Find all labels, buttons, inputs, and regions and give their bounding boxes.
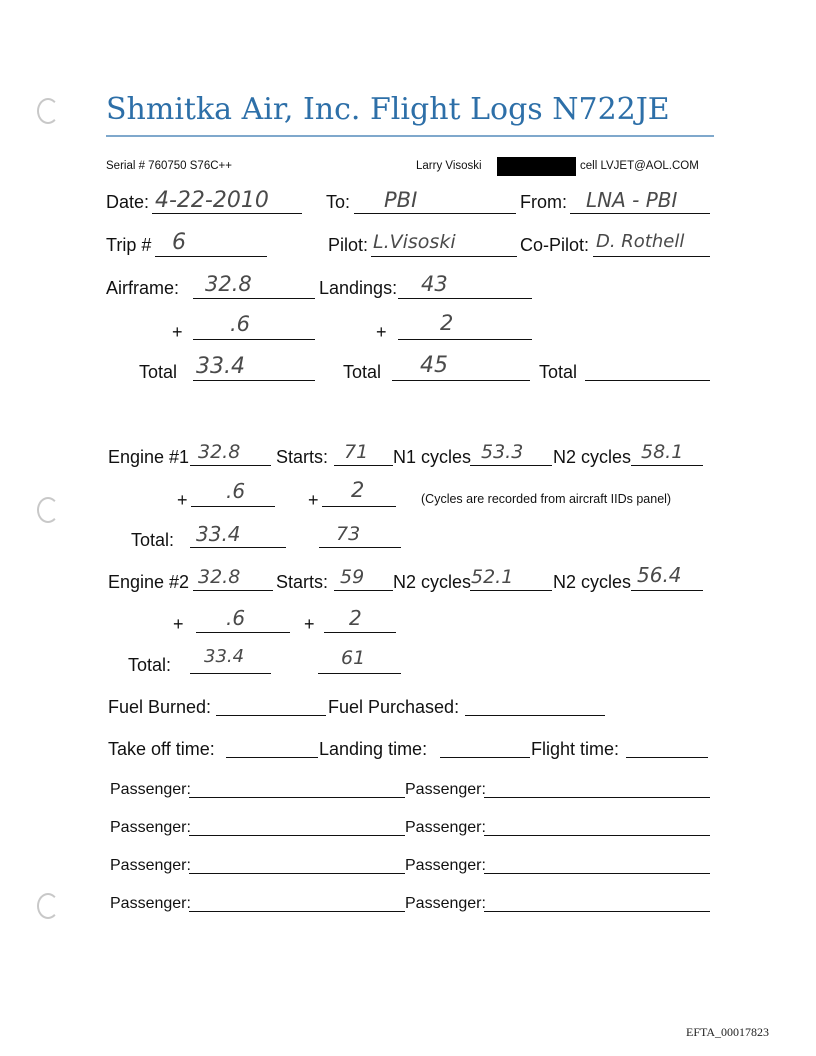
engine2-hours-plus-sign: + (173, 614, 184, 634)
passenger-label-7: Passenger: (110, 895, 191, 912)
passenger-label-3: Passenger: (110, 819, 191, 836)
contact-email: cell LVJET@AOL.COM (580, 160, 699, 172)
engine1-starts-plus-sign: + (308, 490, 319, 510)
airframe-field-line[interactable] (193, 298, 315, 299)
landings-label: Landings: (319, 278, 398, 298)
engine1-n2-line[interactable] (631, 465, 703, 466)
pilot-field-line[interactable] (371, 256, 517, 257)
airframe-value: 32.8 (205, 272, 252, 296)
engine1-label: Engine #1 (108, 447, 190, 467)
passenger-label-2: Passenger: (405, 781, 486, 798)
engine2-starts-line[interactable] (334, 590, 393, 591)
landings-plus-sign: + (376, 322, 387, 342)
punch-hole-middle (37, 497, 59, 523)
third-total-line[interactable] (585, 380, 710, 381)
engine2-hours-add-value: .6 (226, 606, 246, 630)
engine1-total-starts-line[interactable] (319, 547, 401, 548)
airframe-add-value: .6 (230, 312, 251, 336)
trip-value: 6 (172, 230, 186, 255)
engine2-total-hours-value: 33.4 (204, 646, 245, 667)
engine2-starts-plus-sign: + (304, 614, 315, 634)
date-label: Date: (106, 192, 150, 212)
engine2-starts-add-value: 2 (349, 606, 362, 630)
fuel-purchased-label: Fuel Purchased: (328, 697, 460, 717)
engine2-starts-label: Starts: (276, 572, 329, 592)
landings-total-line[interactable] (392, 380, 530, 381)
landings-field-line[interactable] (398, 298, 532, 299)
from-field-line[interactable] (570, 213, 710, 214)
passenger-line-1[interactable] (189, 797, 405, 798)
engine2-total-label: Total: (128, 655, 172, 675)
redaction-box (497, 157, 576, 176)
page-title: Shmitka Air, Inc. Flight Logs N722JE (106, 92, 670, 127)
passenger-line-8[interactable] (484, 911, 710, 912)
engine1-n1-value: 53.3 (481, 441, 524, 463)
title-rule (106, 135, 714, 137)
pilot-value: L.Visoski (373, 231, 456, 253)
engine1-hours-add-value: .6 (226, 479, 246, 503)
engine2-n2a-line[interactable] (470, 590, 552, 591)
to-value: PBI (384, 188, 418, 212)
passenger-label-8: Passenger: (405, 895, 486, 912)
date-field-line[interactable] (152, 213, 302, 214)
copilot-label: Co-Pilot: (520, 235, 590, 255)
fuel-burned-line[interactable] (216, 715, 326, 716)
engine2-n2b-value: 56.4 (637, 563, 682, 587)
engine2-starts-add-line[interactable] (324, 632, 396, 633)
engine2-n2b-label: N2 cycles (553, 572, 632, 592)
engine2-total-starts-value: 61 (341, 647, 366, 669)
date-value: 4-22-2010 (155, 188, 269, 213)
pilot-contact-name: Larry Visoski (416, 160, 482, 172)
cycles-note: (Cycles are recorded from aircraft IIDs panel) (421, 492, 672, 506)
engine2-starts-value: 59 (340, 566, 365, 588)
engine2-hours-line[interactable] (193, 590, 273, 591)
landings-total-value: 45 (420, 353, 448, 378)
trip-label: Trip # (106, 235, 152, 255)
passenger-line-2[interactable] (484, 797, 710, 798)
engine1-total-starts-value: 73 (336, 523, 361, 545)
airframe-total-value: 33.4 (196, 354, 245, 379)
engine1-hours-line[interactable] (190, 465, 271, 466)
engine1-starts-value: 71 (344, 441, 369, 463)
passenger-label-1: Passenger: (110, 781, 191, 798)
from-label: From: (520, 192, 567, 212)
passenger-line-6[interactable] (484, 873, 710, 874)
engine1-total-hours-line[interactable] (190, 547, 286, 548)
landings-add-value: 2 (440, 311, 454, 335)
engine2-total-hours-line[interactable] (190, 673, 271, 674)
copilot-field-line[interactable] (593, 256, 710, 257)
third-total-label: Total (539, 362, 578, 382)
serial-number: Serial # 760750 S76C++ (106, 160, 232, 172)
pilot-label: Pilot: (328, 235, 369, 255)
engine1-starts-add-line[interactable] (322, 506, 396, 507)
document-id: EFTA_00017823 (686, 1025, 770, 1039)
engine2-n2b-line[interactable] (631, 590, 703, 591)
trip-field-line[interactable] (155, 256, 267, 257)
engine1-hours-value: 32.8 (198, 441, 241, 463)
copilot-value: D. Rothell (596, 231, 685, 252)
engine1-starts-add-value: 2 (351, 478, 365, 502)
engine2-hours-add-line[interactable] (196, 632, 290, 633)
fuel-burned-label: Fuel Burned: (108, 697, 212, 717)
engine2-total-starts-line[interactable] (318, 673, 401, 674)
takeoff-time-line[interactable] (226, 757, 318, 758)
engine1-hours-add-line[interactable] (191, 506, 275, 507)
takeoff-time-label: Take off time: (108, 739, 215, 759)
engine1-n2-value: 58.1 (641, 441, 684, 463)
engine2-hours-value: 32.8 (198, 566, 241, 588)
landings-value: 43 (421, 272, 448, 296)
engine1-total-hours-value: 33.4 (196, 522, 241, 546)
engine1-starts-line[interactable] (334, 465, 393, 466)
punch-hole-top (37, 98, 59, 124)
airframe-total-label: Total (139, 362, 178, 382)
engine1-hours-plus-sign: + (177, 490, 188, 510)
airframe-add-line[interactable] (193, 339, 315, 340)
flight-time-line[interactable] (626, 757, 708, 758)
from-value: LNA - PBI (586, 188, 678, 212)
passenger-line-4[interactable] (484, 835, 710, 836)
passenger-label-6: Passenger: (405, 857, 486, 874)
landing-time-line[interactable] (440, 757, 530, 758)
engine1-n1-line[interactable] (470, 465, 552, 466)
to-label: To: (326, 192, 351, 212)
passenger-label-5: Passenger: (110, 857, 191, 874)
landing-time-label: Landing time: (319, 739, 428, 759)
punch-hole-bottom (37, 893, 59, 919)
engine1-n2-label: N2 cycles (553, 447, 632, 467)
passenger-label-4: Passenger: (405, 819, 486, 836)
landings-total-label: Total (343, 362, 382, 382)
to-field-line[interactable] (354, 213, 516, 214)
engine1-n1-label: N1 cycles (393, 447, 472, 467)
fuel-purchased-line[interactable] (465, 715, 605, 716)
engine1-total-label: Total: (131, 530, 175, 550)
passenger-line-5[interactable] (189, 873, 405, 874)
flight-time-label: Flight time: (531, 739, 620, 759)
engine2-n2a-value: 52.1 (471, 566, 514, 588)
airframe-label: Airframe: (106, 278, 180, 298)
engine2-n2a-label: N2 cycles (393, 572, 472, 592)
engine2-label: Engine #2 (108, 572, 190, 592)
passenger-line-3[interactable] (189, 835, 405, 836)
passenger-line-7[interactable] (189, 911, 405, 912)
engine1-starts-label: Starts: (276, 447, 329, 467)
landings-add-line[interactable] (398, 339, 532, 340)
airframe-total-line[interactable] (193, 380, 315, 381)
airframe-plus-sign: + (172, 322, 183, 342)
